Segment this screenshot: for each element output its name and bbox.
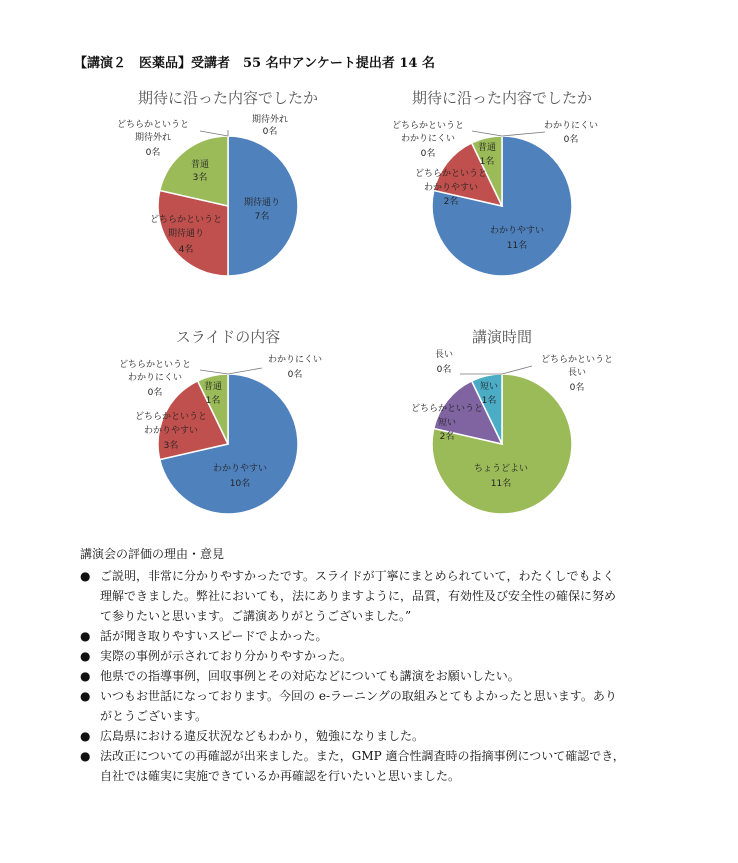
data-label-category: 普通	[477, 143, 497, 153]
pie-chart-slides	[119, 328, 322, 514]
leader-line	[228, 368, 262, 374]
comments-list	[80, 566, 680, 786]
data-label-category: どちらかというと	[391, 121, 465, 131]
data-label-category: 普通	[190, 160, 210, 170]
data-label-value: 7名	[254, 212, 270, 222]
data-label-value: 0名	[569, 383, 585, 393]
data-label-category: どちらかというと	[116, 120, 190, 130]
comment-line: 法改正についての再確認が出来ました。また，GMP 適合性調査時の指摘事例について確認でき，	[100, 749, 625, 763]
comment-item	[80, 726, 680, 746]
leader-line	[200, 370, 228, 374]
data-label-value: 4名	[178, 245, 194, 255]
data-label-category: わかりやすい	[489, 226, 545, 236]
page-heading: 【講演２ 医薬品】受講者 55 名中アンケート提出者 14 名	[74, 56, 435, 71]
comment-line: 話が聞き取りやすいスピードでよかった。	[100, 629, 328, 643]
data-label-category: わかりやすい	[143, 426, 199, 436]
data-label-value: 3名	[163, 441, 179, 451]
data-label-value: 0名	[262, 127, 278, 137]
data-label-category: どちらかというと	[540, 355, 614, 365]
bullet-icon: ●	[80, 669, 91, 683]
comment-line: いつもお世話になっております。今回の e-ラーニングの取組みとてもよかったと思います。あり	[100, 689, 617, 703]
data-label-value: 0名	[147, 388, 163, 398]
data-label-category: どちらかというと	[118, 360, 192, 370]
bullet-icon: ●	[80, 749, 91, 763]
comment-line: 自社では確実に実施できているか再確認を行いたいと思いました。	[100, 769, 461, 783]
pie-chart-lecture-time	[411, 328, 613, 514]
data-label-category: わかりにくい	[127, 373, 183, 383]
comment-item	[80, 746, 680, 786]
data-label-category: 期待通り	[243, 198, 281, 208]
comment-line: ご説明，非常に分かりやすかったです。スライドが丁寧にまとめられていて，わたくしでもよく	[100, 569, 615, 583]
data-label-category: わかりにくい	[400, 134, 456, 144]
bullet-icon: ●	[80, 629, 91, 643]
bullet-icon: ●	[80, 569, 91, 583]
data-label-category: わかりやすい	[212, 464, 268, 474]
data-label-value: 0名	[420, 149, 436, 159]
data-label-value: 0名	[436, 365, 452, 375]
comment-item	[80, 666, 680, 686]
data-label-value: 2名	[439, 432, 455, 442]
data-label-category: ちょうどよい	[473, 464, 529, 474]
data-label-value: 1名	[205, 396, 221, 406]
data-label-category: 普通	[203, 382, 223, 392]
comment-line: がとうございます。	[100, 709, 208, 723]
data-label-value: 2名	[443, 197, 459, 207]
chart-title: 期待に沿った内容でしたか	[137, 89, 319, 107]
data-label-category: 期待外れ	[251, 115, 289, 125]
data-label-category: どちらかというと	[410, 404, 484, 414]
data-label-category: どちらかというと	[134, 412, 208, 422]
data-label-category: 期待通り	[167, 229, 205, 239]
comments-title: 講演会の評価の理由・意見	[80, 547, 225, 561]
chart-title: スライドの内容	[175, 328, 281, 346]
data-label-value: 0名	[145, 148, 161, 158]
data-label-value: 0名	[563, 135, 579, 145]
leader-line	[200, 131, 228, 136]
bullet-icon: ●	[80, 649, 91, 663]
leader-line	[502, 366, 532, 374]
comment-line: 他県での指導事例，回収事例とその対応などについても講演をお願いしたい。	[100, 669, 520, 683]
leader-line	[472, 131, 502, 136]
comment-line: て参りたいと思います。ご講演ありがとうございました。”	[100, 609, 412, 623]
pie-chart-understandability	[392, 89, 598, 276]
data-label-category: 長い	[567, 368, 587, 378]
data-label-category: わかりにくい	[543, 121, 599, 131]
data-label-category: 期待外れ	[134, 133, 172, 143]
data-label-value: 3名	[192, 173, 208, 183]
comment-item	[80, 626, 680, 646]
data-label-category: 短い	[479, 382, 499, 392]
comment-item	[80, 686, 680, 726]
pie-chart-expectation	[117, 89, 318, 276]
comment-item	[80, 566, 680, 626]
data-label-category: わかりにくい	[267, 355, 323, 365]
data-label-value: 0名	[287, 370, 303, 380]
comment-line: 理解できました。弊社においても，法にありますように，品質，有効性及び安全性の確保に努め	[100, 589, 617, 603]
chart-title: 講演時間	[471, 328, 533, 346]
data-label-category: 短い	[437, 418, 457, 428]
data-label-category: どちらかというと	[414, 169, 488, 179]
comment-line: 実際の事例が示されており分かりやすかった。	[100, 649, 353, 663]
data-label-category: 長い	[434, 350, 454, 360]
data-label-value: 1名	[481, 396, 497, 406]
comments-section	[80, 544, 680, 786]
comment-item	[80, 646, 680, 666]
data-label-value: 10名	[229, 479, 251, 489]
chart-title: 期待に沿った内容でしたか	[411, 89, 593, 107]
bullet-icon: ●	[80, 689, 91, 703]
leader-line	[502, 132, 545, 136]
data-label-value: 11名	[490, 479, 512, 489]
data-label-value: 11名	[506, 241, 528, 251]
comment-line: 広島県における違反状況などもわかり，勉強になりました。	[100, 729, 425, 743]
bullet-icon: ●	[80, 729, 91, 743]
data-label-category: わかりやすい	[423, 183, 479, 193]
data-label-category: どちらかというと	[149, 215, 223, 225]
data-label-value: 1名	[479, 157, 495, 167]
